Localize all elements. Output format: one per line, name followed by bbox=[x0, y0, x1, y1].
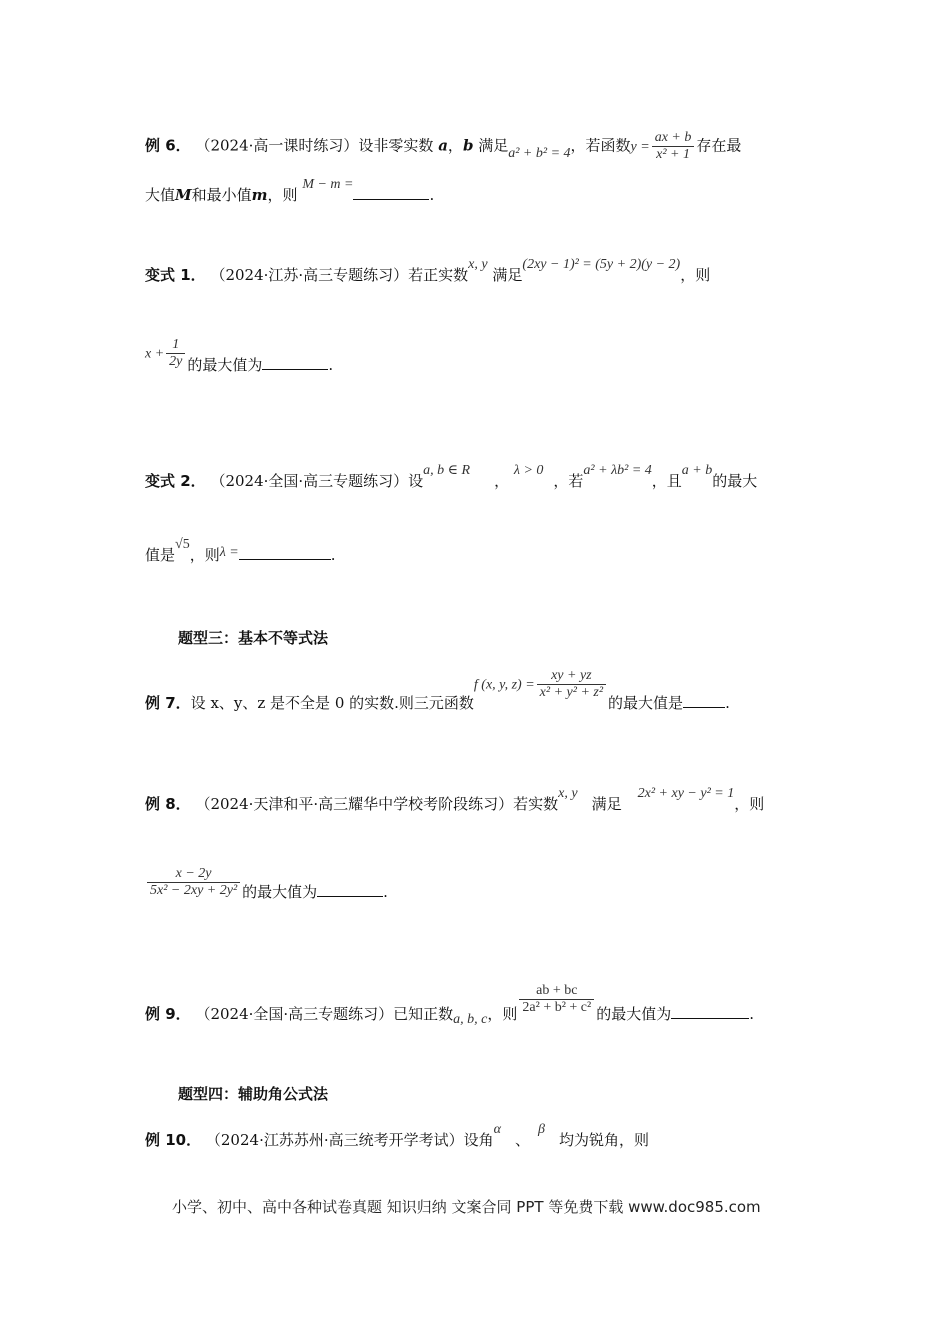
var1-expr-den: 2y bbox=[169, 354, 183, 369]
var2-t1: ，若 bbox=[553, 472, 584, 490]
ex6-line2-a: 大值 bbox=[145, 186, 176, 204]
ex6-t2: ，若函数 bbox=[570, 136, 631, 155]
ex7-den: x² + y² + z² bbox=[539, 685, 604, 700]
ex6-expr: M − m = bbox=[302, 177, 354, 192]
ex9-blank bbox=[671, 1018, 749, 1019]
ex7-t1: 的最大值是 bbox=[608, 693, 684, 712]
ex8-end: . bbox=[383, 882, 388, 901]
var2-m3: a² + λb² = 4 bbox=[583, 463, 652, 478]
ex9-source: （2024·全国·高三专题练习）已知正数 bbox=[195, 1004, 454, 1023]
var1-blank bbox=[262, 369, 328, 370]
var2-line2 bbox=[145, 537, 336, 565]
ex7-line bbox=[145, 668, 730, 712]
var1-cond: (2xy − 1)² = (5y + 2)(y − 2) bbox=[522, 257, 681, 272]
ex7-frac bbox=[537, 668, 606, 701]
ex9-num: ab + bc bbox=[519, 983, 594, 1000]
ex8-cond: 2x² + xy − y² = 1 bbox=[637, 786, 735, 801]
ex6-end: . bbox=[429, 186, 435, 204]
ex8-t1: 满足 bbox=[591, 795, 622, 813]
var2-m1: a, b ∈ R bbox=[423, 463, 471, 478]
var2-t3: 的最大 bbox=[712, 472, 758, 490]
ex10-alpha: α bbox=[493, 1122, 501, 1137]
ex6-func-lhs: y = bbox=[630, 139, 650, 155]
var1-source: （2024·江苏·高三专题练习）若正实数 bbox=[210, 266, 469, 284]
ex6-var-a: a bbox=[438, 136, 448, 155]
var2-m5: λ = bbox=[219, 545, 239, 560]
ex6-func-den: x² + 1 bbox=[656, 147, 690, 162]
ex6-var-b: b bbox=[462, 136, 474, 155]
var1-line1 bbox=[145, 257, 711, 285]
var1-expr-num: 1 bbox=[166, 337, 185, 354]
var1-t3: 的最大值为 bbox=[187, 355, 263, 374]
ex8-source: （2024·天津和平·高三耀华中学校考阶段练习）若实数 bbox=[195, 795, 559, 813]
ex7-lhs: f (x, y, z) = bbox=[473, 677, 535, 693]
ex8-frac bbox=[147, 866, 240, 899]
ex8-t2: ，则 bbox=[734, 795, 765, 813]
ex9-end: . bbox=[749, 1004, 755, 1023]
ex6-t3: 存在最 bbox=[696, 136, 742, 155]
ex9-vars: a, b, c bbox=[453, 1011, 488, 1027]
ex6-sep: ， bbox=[447, 136, 463, 155]
ex10-line bbox=[145, 1122, 649, 1150]
ex6-func-frac bbox=[652, 130, 695, 163]
var1-expr-frac bbox=[166, 337, 185, 370]
ex6-line1 bbox=[145, 130, 741, 163]
ex6-var-m: m bbox=[251, 186, 268, 204]
var1-line2 bbox=[145, 337, 334, 374]
ex7-text: 设 x、y、z 是不全是 0 的实数.则三元函数 bbox=[190, 693, 474, 712]
var2-c1: ， bbox=[494, 472, 510, 490]
ex6-cond: a² + b² = 4 bbox=[508, 145, 571, 161]
var1-label: 变式 1． bbox=[145, 266, 206, 284]
ex6-line2-c: ，则 bbox=[267, 186, 298, 204]
ex9-den: 2a² + b² + c² bbox=[522, 1000, 592, 1015]
var2-line2-a: 值是 bbox=[145, 546, 176, 564]
var2-sqrt: √5 bbox=[175, 537, 190, 552]
ex6-t1: 满足 bbox=[478, 136, 509, 155]
var1-vars: x, y bbox=[468, 257, 488, 272]
var2-blank bbox=[239, 559, 331, 560]
ex8-blank bbox=[317, 896, 383, 897]
heading-type4: 题型四：辅助角公式法 bbox=[178, 1085, 329, 1103]
var1-end: . bbox=[328, 355, 334, 374]
var2-label: 变式 2． bbox=[145, 472, 206, 490]
var2-m2: λ > 0 bbox=[513, 463, 544, 478]
var2-t2: ，且 bbox=[651, 472, 682, 490]
ex9-label: 例 9． bbox=[145, 1004, 191, 1023]
var2-source: （2024·全国·高三专题练习）设 bbox=[210, 472, 424, 490]
ex9-line bbox=[145, 983, 755, 1027]
var2-end: . bbox=[330, 546, 336, 564]
heading-type3: 题型三：基本不等式法 bbox=[178, 629, 329, 647]
ex7-blank bbox=[683, 707, 725, 708]
ex6-var-M: M bbox=[175, 186, 192, 204]
ex6-line2-b: 和最小值 bbox=[191, 186, 252, 204]
ex7-num: xy + yz bbox=[537, 668, 606, 685]
var2-line1 bbox=[145, 463, 758, 491]
var1-t1: 满足 bbox=[492, 266, 523, 284]
var1-t2: ，则 bbox=[680, 266, 711, 284]
ex6-source: （2024·高一课时练习）设非零实数 bbox=[195, 136, 434, 155]
ex7-label: 例 7． bbox=[145, 693, 191, 712]
ex6-func-num: ax + b bbox=[652, 130, 695, 147]
ex10-source: （2024·江苏苏州·高三统考开学考试）设角 bbox=[205, 1131, 494, 1149]
footer-ad: 小学、初中、高中各种试卷真题 知识归纳 文案合同 PPT 等免费下载 www.doc985.com bbox=[172, 1198, 761, 1216]
ex8-vars: x, y bbox=[558, 786, 578, 801]
ex7-end: . bbox=[725, 693, 730, 712]
ex6-label: 例 6． bbox=[145, 136, 191, 155]
ex10-t1: 均为锐角，则 bbox=[558, 1131, 649, 1149]
ex9-t1: ，则 bbox=[487, 1004, 518, 1023]
ex9-t2: 的最大值为 bbox=[596, 1004, 672, 1023]
ex8-den: 5x² − 2xy + 2y² bbox=[150, 883, 238, 898]
ex8-label: 例 8． bbox=[145, 795, 191, 813]
ex8-t3: 的最大值为 bbox=[242, 882, 318, 901]
ex8-line2 bbox=[145, 866, 388, 899]
var1-expr-pre: x + bbox=[145, 346, 165, 362]
var2-m4: a + b bbox=[681, 463, 713, 478]
ex6-blank bbox=[353, 199, 429, 200]
ex6-line2 bbox=[145, 177, 435, 205]
ex10-label: 例 10． bbox=[145, 1131, 202, 1149]
ex9-frac bbox=[519, 983, 594, 1016]
var2-line2-b: ，则 bbox=[189, 546, 220, 564]
ex8-num: x − 2y bbox=[147, 866, 240, 883]
ex8-line1 bbox=[145, 786, 765, 814]
ex10-sep: 、 bbox=[514, 1131, 530, 1149]
ex10-beta: β bbox=[537, 1122, 545, 1137]
